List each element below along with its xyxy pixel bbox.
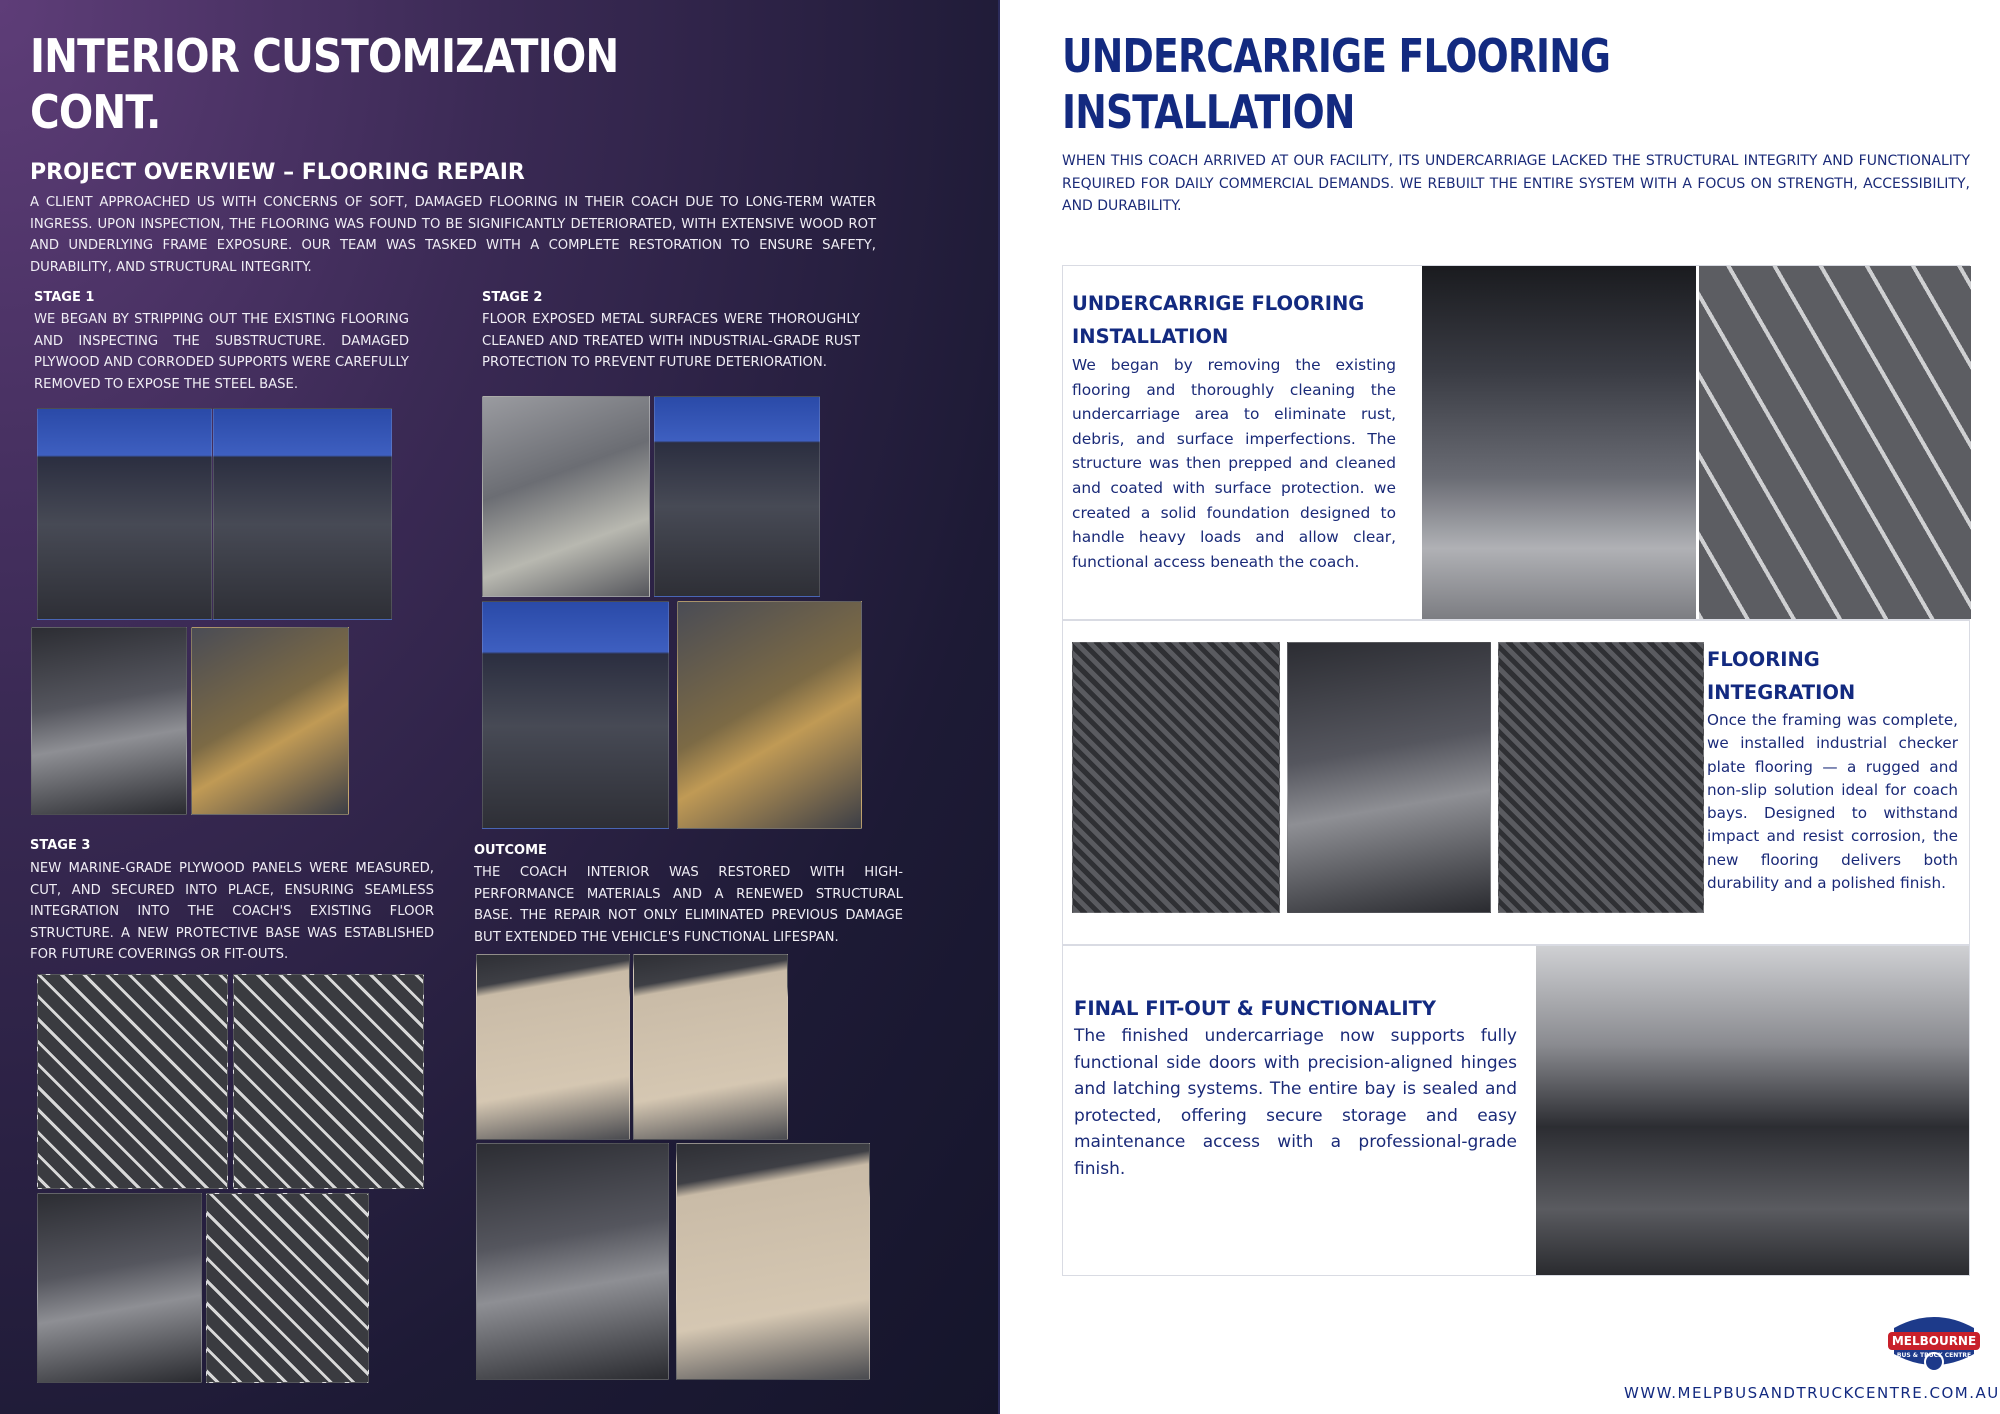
logo-text-sub: BUS & TRUCK CENTRE [1896,1352,1972,1359]
section2-photo-2 [1287,642,1491,913]
outcome-text: THE COACH INTERIOR WAS RESTORED WITH HIGH-PERFORMANCE MATERIALS AND A RENEWED STRUCTURAL BASE. THE REPAIR NOT ONLY ELIMINATED PREVIOUS DAMAGE BUT EXTENDED THE VEHICLE'S FUNCTIONAL LIFESPAN. [474,865,903,945]
stage3-photo-4 [206,1193,369,1383]
outcome-heading: OUTCOME [474,843,547,858]
stage2-heading: STAGE 2 [482,290,543,305]
overview-text: A CLIENT APPROACHED US WITH CONCERNS OF SOFT, DAMAGED FLOORING IN THEIR COACH DUE TO LONG-TERM WATER INGRESS. UPON INSPECTION, THE FLOORING WAS FOUND TO BE SIGNIFICANTLY DETERIORATED, WITH EXTENSIVE WOOD ROT AND UNDERLYING FRAME EXPOSURE. OUR TEAM WAS TASKED WITH A COMPLETE RESTORATION TO ENSURE SAFETY, DURABILITY, AND STRUCTURAL INTEGRITY. [30,195,876,275]
section3-heading: FINAL FIT-OUT & FUNCTIONALITY [1074,997,1437,1020]
stage1-photo-3 [31,627,187,815]
section3-photo [1536,946,1969,1275]
stage3-photo-2 [233,974,424,1189]
section3-panel [1062,945,1970,1276]
intro-text: WHEN THIS COACH ARRIVED AT OUR FACILITY, ITS UNDERCARRIAGE LACKED THE STRUCTURAL INTEGRITY AND FUNCTIONALITY REQUIRED FOR DAILY COMMERCIAL DEMANDS. WE REBUILT THE ENTIRE SYSTEM WITH A FOCUS ON STRENGTH, ACCESSIBILITY, AND DURABILITY. [1062,153,1970,214]
section1-text: We began by removing the existing flooring and thoroughly cleaning the undercarriage area to eliminate rust, debris, and surface imperfections. The structure was then prepped and cleaned and coated with surface protection. we created a solid foundation designed to handle heavy loads and allow clear, functional access beneath the coach. [1072,356,1396,571]
stage3-heading: STAGE 3 [30,838,91,853]
left-page [0,0,998,1414]
outcome-photo-1 [476,954,630,1140]
stage2-photo-3 [482,601,669,829]
section1-photo-2 [1699,266,1971,619]
logo-text-main: MELBOURNE [1891,1334,1977,1348]
stage3-photo-3 [37,1193,202,1383]
section1-heading: UNDERCARRIGE FLOORING INSTALLATION [1072,292,1365,348]
section2-heading: FLOORING INTEGRATION [1707,648,1856,704]
outcome-photo-2 [633,954,788,1140]
section2-photo-3 [1498,642,1704,913]
company-logo [1884,1310,1984,1376]
stage2-text: FLOOR EXPOSED METAL SURFACES WERE THOROUGHLY CLEANED AND TREATED WITH INDUSTRIAL-GRADE RUST PROTECTION TO PREVENT FUTURE DETERIORATION. [482,312,860,370]
stage2-photo-1 [482,396,650,597]
stage1-photo-2 [213,408,392,620]
section2-text: Once the framing was complete, we installed industrial checker plate flooring — a rugged and non-slip solution ideal for coach bays. Designed to withstand impact and resist corrosion, the new flooring delivers both durability and a polished finish. [1707,711,1958,893]
right-page-title: UNDERCARRIGE FLOORING INSTALLATION [1062,29,1611,139]
stage1-text: WE BEGAN BY STRIPPING OUT THE EXISTING FLOORING AND INSPECTING THE SUBSTRUCTURE. DAMAGED PLYWOOD AND CORRODED SUPPORTS WERE CAREFULLY REMOVED TO EXPOSE THE STEEL BASE. [34,312,409,392]
stage2-photo-4 [677,601,862,829]
stage1-heading: STAGE 1 [34,290,95,305]
stage2-photo-2 [654,396,820,597]
stage3-photo-1 [37,974,228,1189]
section1-photo-1 [1422,266,1696,619]
outcome-photo-3 [476,1143,669,1380]
outcome-photo-4 [676,1143,870,1380]
website-link[interactable]: WWW.MELPBUSANDTRUCKCENTRE.COM.AU [1624,1384,2000,1402]
section3-text: The finished undercarriage now supports fully functional side doors with precision-aligned hinges and latching systems. The entire bay is sealed and protected, offering secure storage and easy maintenance access with a professional-grade finish. [1074,1026,1517,1179]
section1-panel [1062,265,1970,620]
overview-heading: PROJECT OVERVIEW – FLOORING REPAIR [30,160,525,185]
section2-photo-1 [1072,642,1280,913]
section2-panel [1062,620,1970,945]
stage3-text: NEW MARINE-GRADE PLYWOOD PANELS WERE MEASURED, CUT, AND SECURED INTO PLACE, ENSURING SEAMLESS INTEGRATION INTO THE COACH'S EXISTING FLOOR STRUCTURE. A NEW PROTECTIVE BASE WAS ESTABLISHED FOR FUTURE COVERINGS OR FIT-OUTS. [30,861,434,962]
stage1-photo-4 [191,627,349,815]
stage1-photo-1 [37,408,212,620]
left-page-title: INTERIOR CUSTOMIZATION CONT. [30,29,619,139]
